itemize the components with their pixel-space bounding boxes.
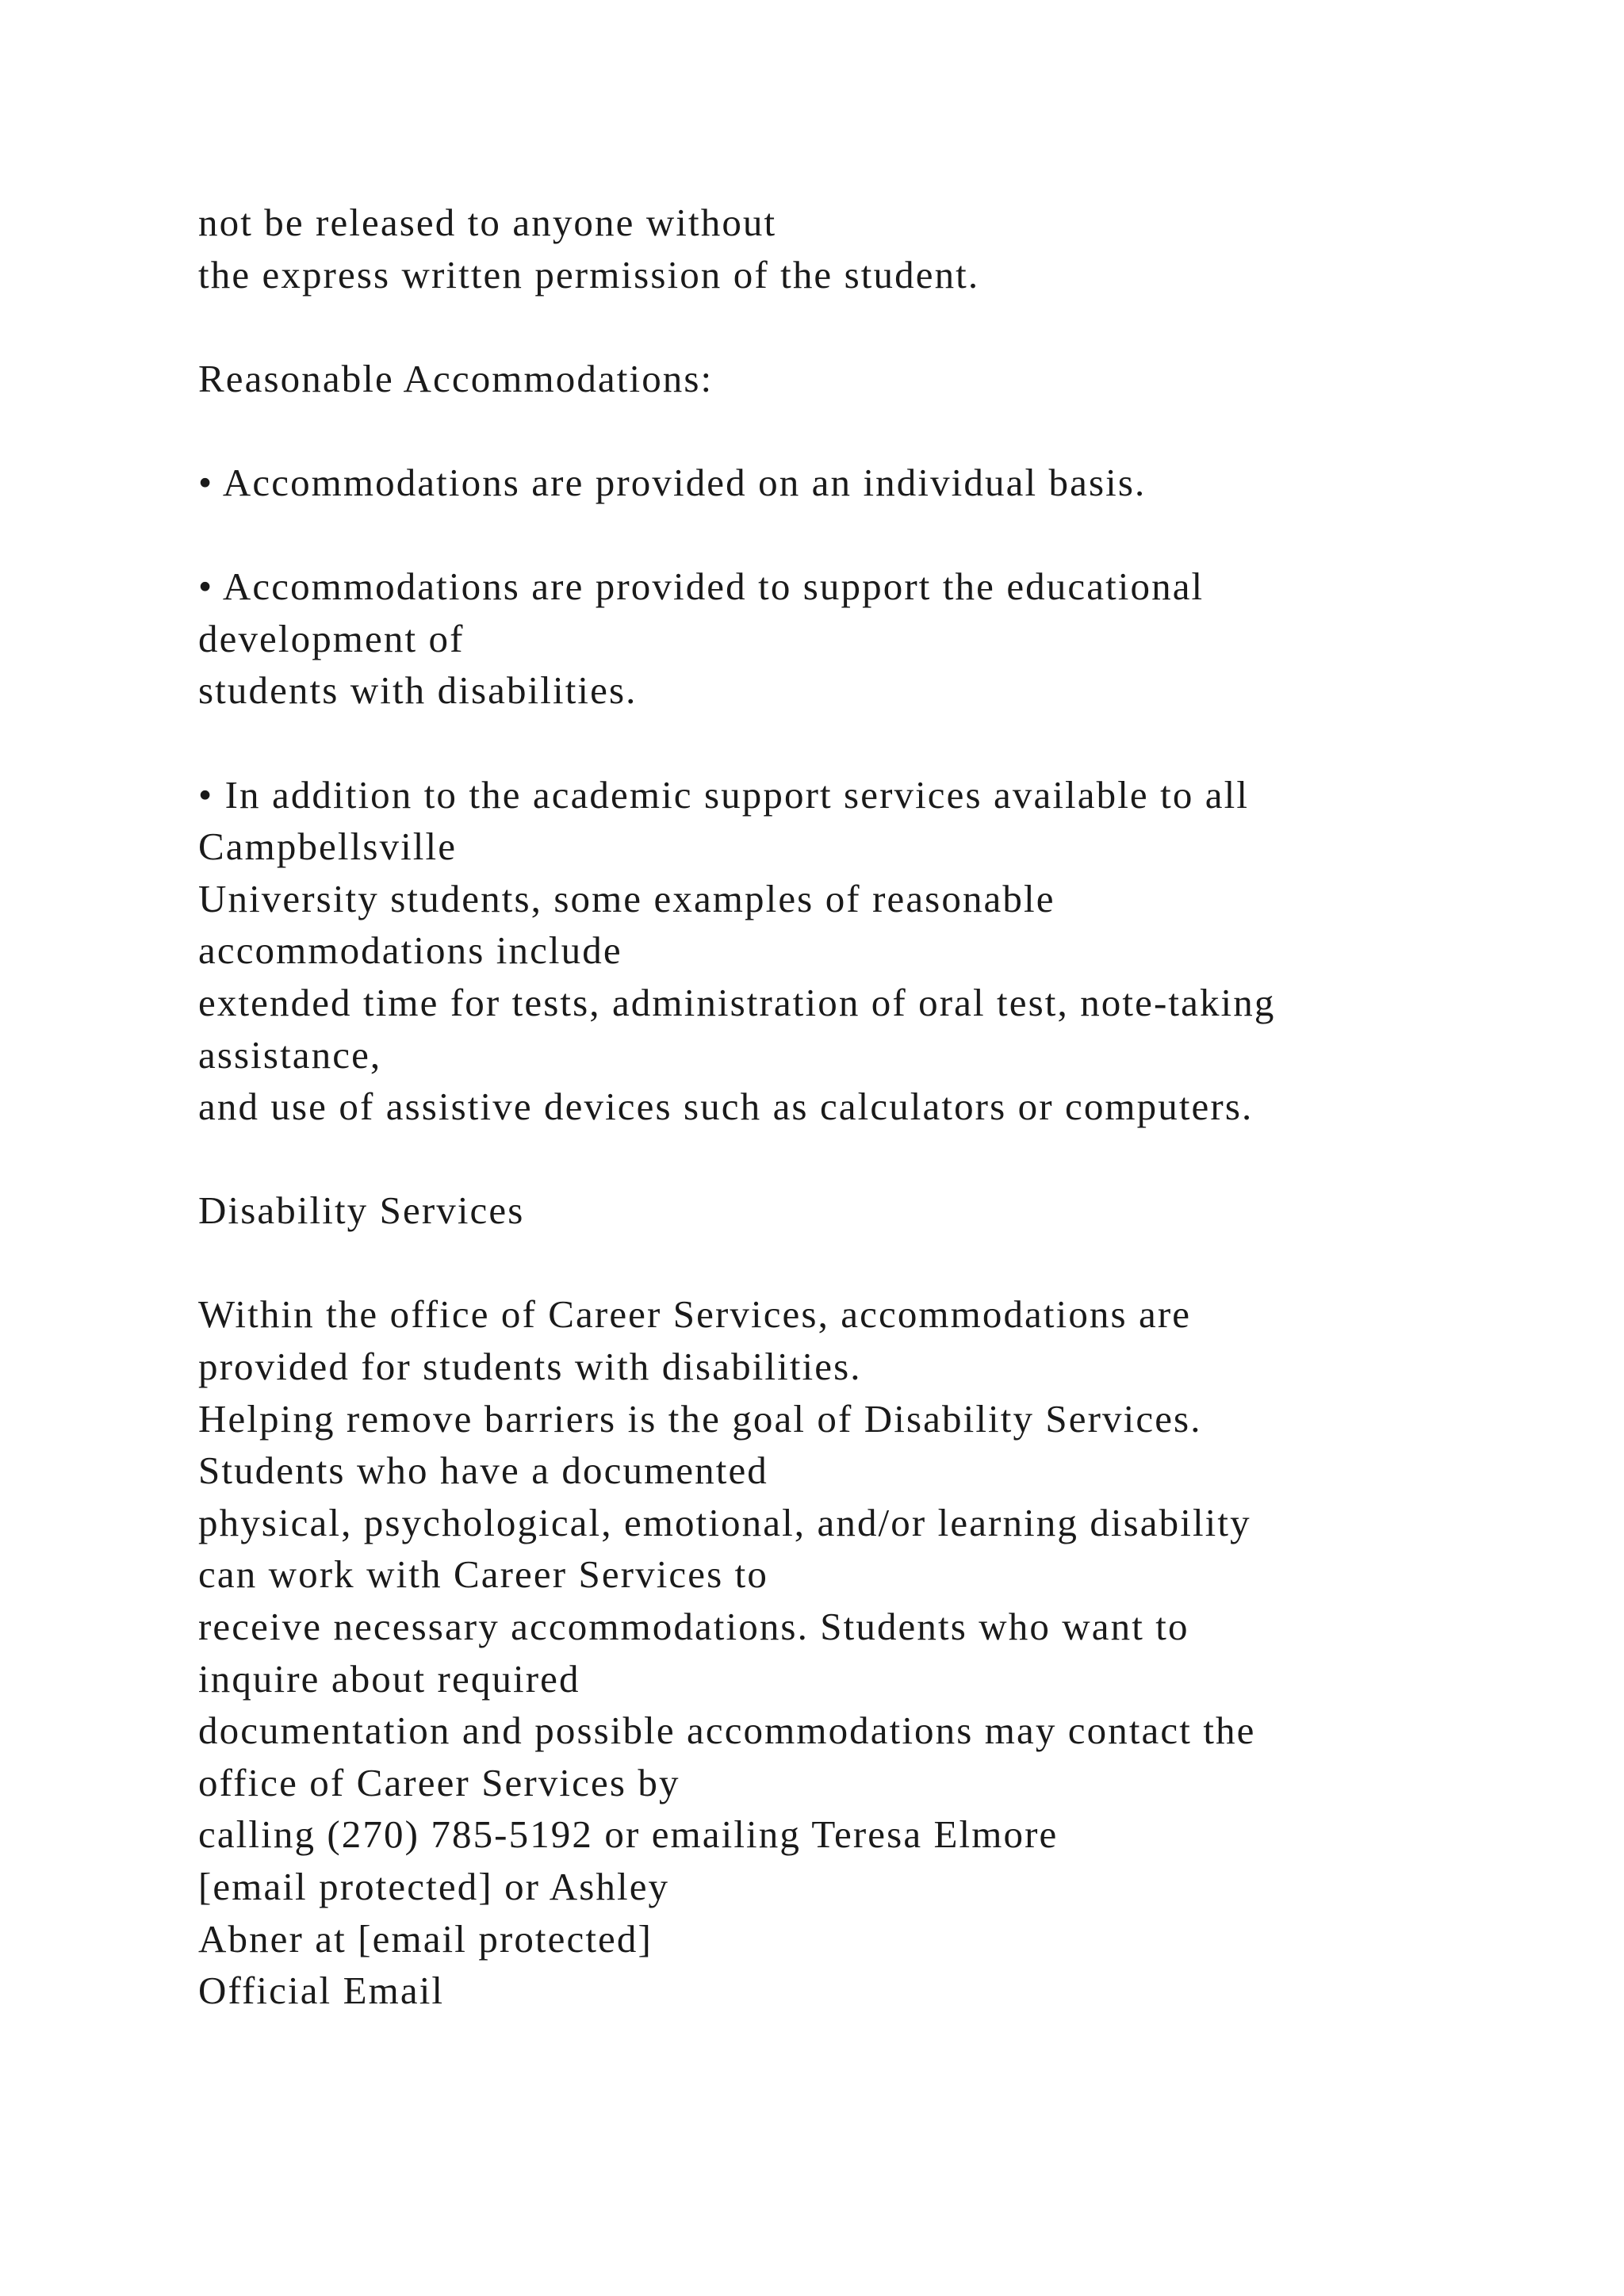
text-line: Students who have a documented [198,1448,768,1493]
text-line: can work with Career Services to [198,1552,768,1597]
text-line: calling (270) 785-5192 or emailing Teresa Elmore [198,1812,1059,1857]
text-line: accommodations include [198,928,622,973]
blank-line [198,404,1499,457]
paragraph-release-notice [198,197,1499,300]
document-body [198,197,1499,2017]
text-line: inquire about required [198,1656,580,1701]
text-line: Campbellsville [198,825,458,869]
heading-disability-services [198,1184,1499,1237]
text-line: receive necessary accommodations. Students who want to [198,1605,1189,1649]
text-line: provided for students with disabilities. [198,1345,862,1389]
text-line: Helping remove barriers is the goal of Disability Services. [198,1396,1202,1441]
text-line: office of Career Services by [198,1760,680,1804]
text-line: extended time for tests, administration of oral test, note-taking [198,980,1276,1024]
text-line: and use of assistive devices such as calculators or computers. [198,1085,1254,1129]
blank-line [198,509,1499,561]
heading-text: Disability Services [198,1188,525,1233]
text-line: Within the office of Career Services, accommodations are [198,1292,1192,1337]
text-line: physical, psychological, emotional, and/or learning disability [198,1500,1251,1544]
text-line: documentation and possible accommodations may contact the [198,1709,1256,1753]
paragraph-career-services [198,1288,1499,2016]
text-line: the express written permission of the student. [198,252,980,297]
bullet-educational-development [198,561,1499,717]
text-line: • In addition to the academic support services available to all [198,772,1250,817]
text-line: Abner at [email protected] [198,1916,653,1961]
blank-line [198,1133,1499,1185]
text-line: assistance, [198,1032,382,1077]
text-line: students with disabilities. [198,668,638,713]
blank-line [198,717,1499,769]
bullet-individual-basis [198,457,1499,509]
bullet-accommodation-examples [198,769,1499,1133]
text-line: [email protected] or Ashley [198,1865,670,1908]
text-line: • Accommodations are provided on an individual basis. [198,460,1147,504]
heading-text: Reasonable Accommodations: [198,356,714,400]
text-line: University students, some examples of reasonable [198,876,1055,920]
text-line: development of [198,616,465,660]
blank-line [198,300,1499,353]
text-line: not be released to anyone without [198,201,777,244]
text-line: Official Email [198,1969,445,2013]
heading-reasonable-accommodations [198,353,1499,405]
blank-line [198,1237,1499,1289]
text-line: • Accommodations are provided to support the educational [198,564,1205,609]
